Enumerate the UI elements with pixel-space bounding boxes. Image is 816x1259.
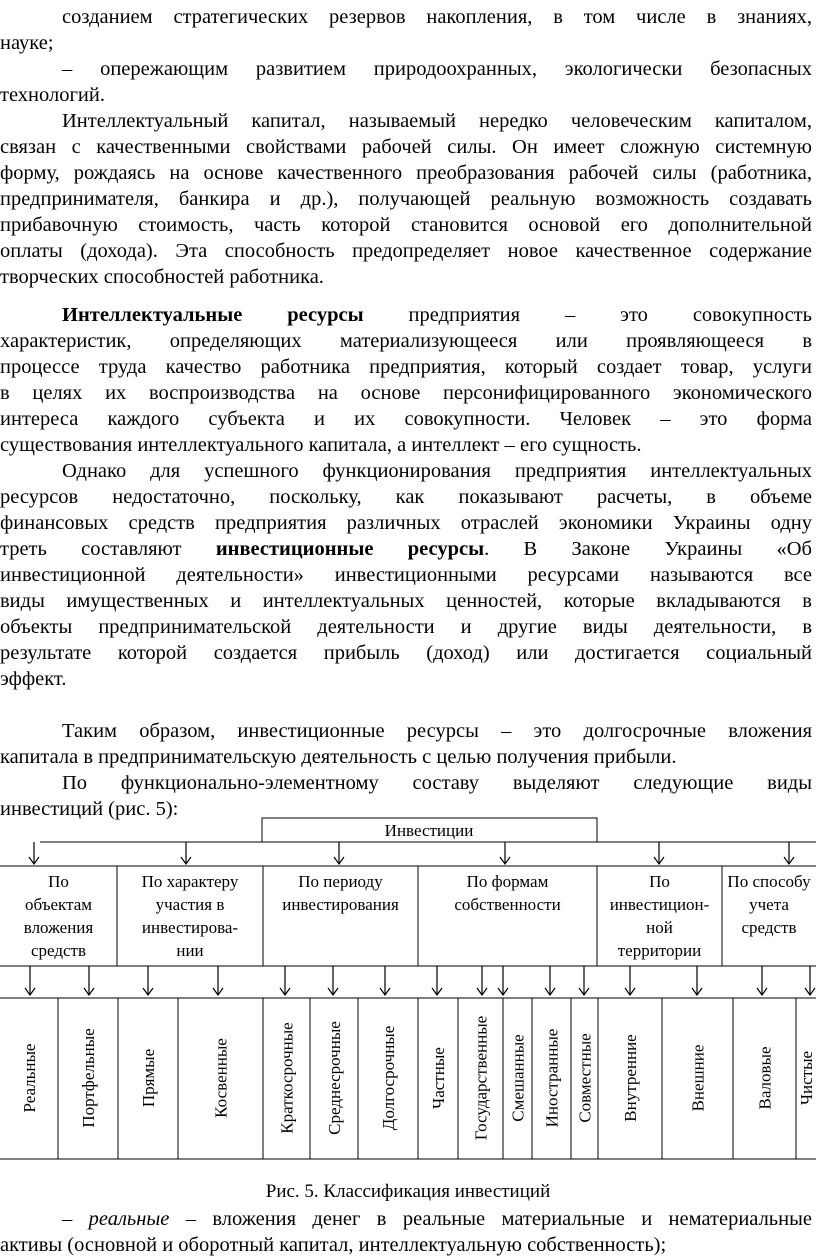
investment-type-label: Реальные [20,1043,39,1113]
investment-type-label: Чистые [797,1050,816,1106]
thus-paragraph-line: капитала в предпринимательскую деятельность с целью получения прибыли. [0,746,677,768]
by-composition-line: инвестиций (рис. 5): [0,798,179,820]
investment-type-label: Иностранные [542,1028,562,1128]
text-line: форму, рождаясь на основе качественного преобразования рабочей силы (работника, [0,162,812,184]
investment-type-label: Краткосрочные [277,1022,297,1134]
term-intellectual-resources: Интеллектуальные ресурсы [62,304,364,326]
text-line: связан с качественными свойствами рабочей силы. Он имеет сложную системную [0,136,812,158]
diagram-svg [0,815,816,1165]
investment-type-label: Смешанные [508,1034,528,1122]
figure-caption: Рис. 5. Классификация инвестиций [265,1181,551,1202]
investment-type-label: Косвенные [211,1038,231,1118]
resources-paragraph-line: характеристик, определяющих материализующееся или проявляющееся в [0,330,812,352]
category-label: По инвестицион- ной территории [609,872,710,960]
text-line: Интеллектуальный капитал, называемый нередко человеческим капиталом, [62,110,812,132]
resources-paragraph-line: процессе труда качество работника предприятия, который создает товар, услуги [0,356,812,378]
resources-paragraph-line: существования интеллектуального капитала, а интеллект – его сущность. [0,434,642,456]
investment-type-label: Совместные [575,1033,595,1123]
text-line: оплаты (дохода). Эта способность предопределяет новое качественное содержание [0,240,812,262]
text-line: предпринимателя, банкира и др.), получающей реальную возможность создавать [0,188,812,210]
text-line: – опережающим развитием природоохранных, экологически безопасных [62,58,812,80]
text-line: науке; [0,32,54,54]
investment-type-label: Внешние [688,1044,708,1112]
category-label: По способу учета средств [727,872,811,937]
term-real: реальные [88,1208,170,1230]
bottom-line: активы (основной и оборотный капитал, интеллектуальную собственность); [0,1234,667,1256]
invest-paragraph-line: ресурсов недостаточно, поскольку, как показывают расчеты, в объеме [0,486,812,508]
category-label: По периоду инвестирования [282,872,399,914]
investment-type-label: Валовые [755,1046,775,1110]
bottom-line: – реальные – вложения денег в реальные материальные и нематериальные [62,1208,812,1230]
invest-paragraph-line: Однако для успешного функционирования предприятия интеллектуальных [62,460,812,482]
investment-type-label: Частные [429,1047,448,1109]
invest-paragraph-line: объекты предпринимательской деятельности и другие виды деятельности, в [0,616,812,638]
invest-paragraph-line: виды имущественных и интеллектуальных ценностей, которые вкладываются в [0,590,812,612]
text-line: творческих способностей работника. [0,266,324,288]
invest-paragraph-line: треть составляют инвестиционные ресурсы. В Законе Украины «Об [0,538,812,560]
investment-type-label: Государственные [471,1015,491,1141]
invest-paragraph-line: финансовых средств предприятия различных отраслей экономики Украины одну [0,512,812,534]
text-line: прибавочную стоимость, часть которой становится основой его дополнительной [0,214,812,236]
investment-type-label: Портфельные [79,1028,98,1128]
invest-paragraph-line: результате которой создается прибыль (доход) или достигается социальный [0,642,812,664]
category-label: По характеру участия в инвестирова- нии [141,872,239,960]
thus-paragraph-line: Таким образом, инвестиционные ресурсы – это долгосрочные вложения [62,720,812,742]
investment-type-label: Среднесрочные [325,1021,344,1135]
invest-paragraph-line: эффект. [0,668,67,690]
investment-type-label: Внутренние [621,1034,640,1122]
resources-paragraph-line: в целях их воспроизводства на основе персонифицированного экономического [0,382,812,404]
category-label: По объектам вложения средств [23,872,94,960]
invest-paragraph-line: инвестиционной деятельности» инвестиционными ресурсами называются все [0,564,812,586]
investment-classification-diagram [0,815,816,1165]
term-investment-resources: инвестиционные ресурсы [215,538,485,560]
resources-paragraph-line: интереса каждого субъекта и их совокупности. Человек – это форма [0,408,812,430]
text-line: созданием стратегических резервов накопления, в том числе в знаниях, [62,6,812,28]
category-label: По формам собственности [454,872,561,914]
investment-type-label: Прямые [139,1048,158,1108]
by-composition-line: По функционально-элементному составу выделяют следующие виды [62,772,812,794]
investment-type-label: Долгосрочные [379,1025,398,1131]
root-label: Инвестиции [384,821,474,840]
text-line: технологий. [0,84,105,106]
resources-paragraph-line: Интеллектуальные ресурсы предприятия – это совокупность [62,304,812,326]
